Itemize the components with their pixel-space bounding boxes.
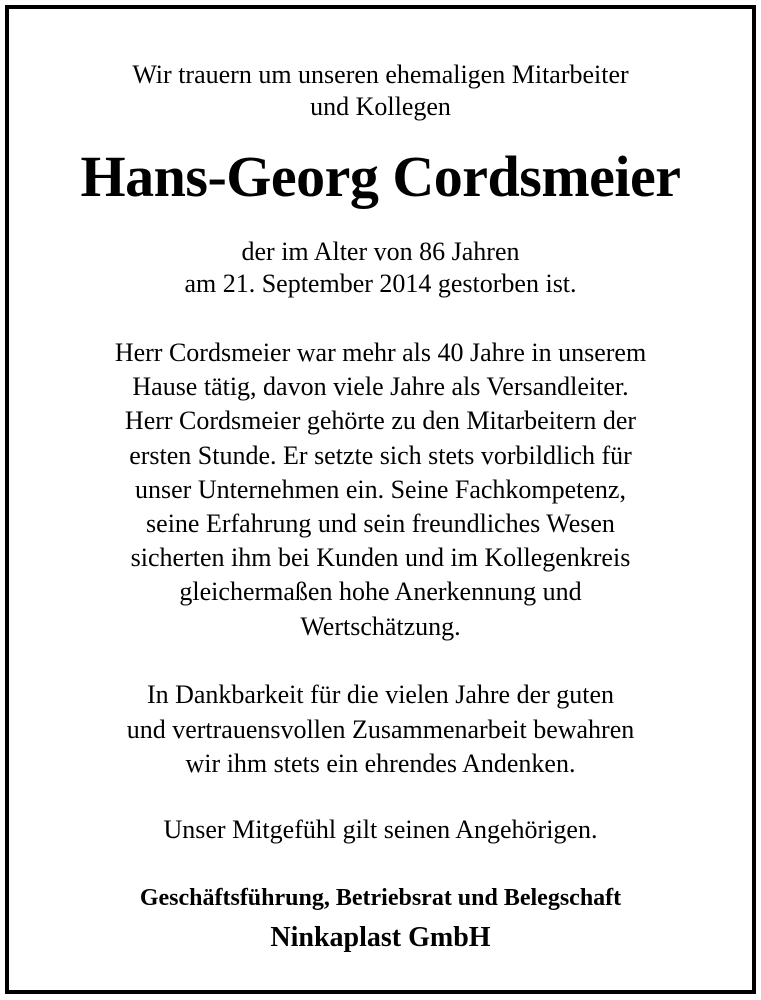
bio-line: sicherten ihm bei Kunden und im Kollegenkreis [130, 543, 631, 573]
bio-line: Wertschätzung. [300, 611, 461, 641]
bio-line: seine Erfahrung und sein freundliches Wesen [146, 509, 615, 539]
death-info [9, 236, 752, 300]
intro-line: Wir trauern um unseren ehemaligen Mitarbeiter [132, 60, 629, 89]
biography-paragraph [9, 336, 752, 644]
intro-line: und Kollegen [310, 92, 451, 121]
bio-line: gleichermaßen hohe Anerkennung und [179, 577, 582, 607]
intro-text [9, 59, 752, 123]
bio-line: ersten Stunde. Er setzte sich stets vorbildlich für [129, 440, 632, 470]
bio-line: Herr Cordsmeier war mehr als 40 Jahre in unserem [114, 338, 647, 367]
thanks-line: In Dankbarkeit für die vielen Jahre der guten [146, 680, 615, 709]
death-line: am 21. September 2014 gestorben ist. [184, 269, 577, 298]
thanks-line: und vertrauensvollen Zusammenarbeit bewahren [126, 714, 635, 744]
bio-line: Hause tätig, davon viele Jahre als Versandleiter. [132, 372, 629, 402]
thanks-line: wir ihm stets ein ehrendes Andenken. [185, 749, 576, 778]
bio-line: unser Unternehmen ein. Seine Fachkompetenz, [135, 474, 626, 504]
gratitude-paragraph [9, 678, 752, 782]
condolence-text: Unser Mitgefühl gilt seinen Angehörigen. [163, 815, 598, 844]
death-line: der im Alter von 86 Jahren [241, 237, 520, 266]
bio-line: Herr Cordsmeier gehörte zu den Mitarbeitern der [124, 406, 637, 436]
signature-groups: Geschäftsführung, Betriebsrat und Belegschaft [139, 885, 622, 911]
signature-company: Ninkaplast GmbH [270, 922, 491, 953]
deceased-name: Hans-Georg Cordsmeier [80, 144, 681, 209]
